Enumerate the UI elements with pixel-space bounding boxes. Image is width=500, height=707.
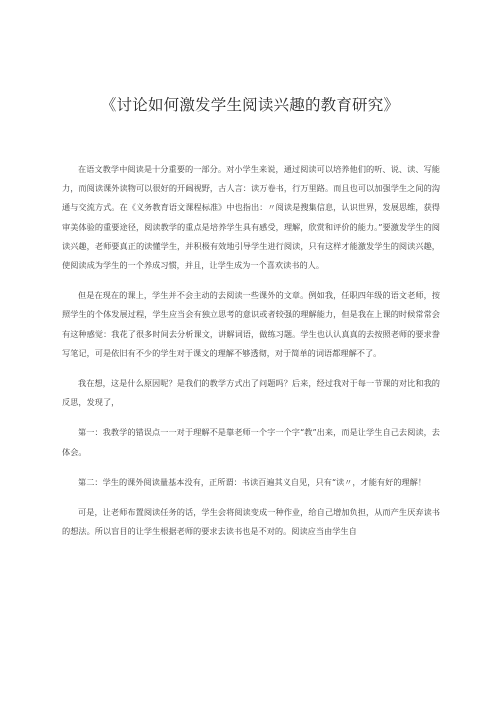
paragraph-reflection: 我在想，这是什么原因呢？是我们的教学方式出了问题吗？后来，经过我对于每一节课的对比和我的反思，发现了， [62,378,440,408]
document-title: 《讨论如何激发学生阅读兴趣的教育研究》 [100,96,400,114]
document-body [62,160,440,552]
paragraph-classroom-problem: 但是在现在的课上，学生并不会主动的去阅读一些课外的文章。例如我，任职四年级的语文老师，按照学生的个体发展过程，学生应当会有独立思考的意识或者较强的理解能力，但是我在上课的时候常常会有这种感觉：我花了很多时间去分析课文，讲解词语，做练习题。学生也认认真真的去按照老师的要求誊写笔记，可是依旧有不少的学生对于课文的理解不够透彻，对于简单的词语都理解不了。 [62,290,440,358]
paragraph-intro: 在语文教学中阅读是十分重要的一部分。对小学生来说，通过阅读可以培养他们的听、说、读、写能力，而阅读课外读物可以很好的开阔视野，古人言：读万卷书，行万里路。而且也可以加强学生之间的沟通与交流方式。在《义务教育语文课程标准》中也指出：〃阅读是搜集信息，认识世界，发展思维，获得审美体验的重要途径，阅读教学的重点是培养学生具有感受，理解，欣赏和评价的能力。”要激发学生的阅读兴趣，老师要真正的读懂学生，并积极有效地引导学生进行阅读，只有这样才能激发学生的阅读兴趣，使阅读成为学生的一个养成习惯，并且，让学生成为一个喜欢读书的人。 [62,164,440,271]
paragraph-reading-task: 可是，让老师布置阅读任务的话，学生会将阅读变成一种作业，给自己增加负担，从而产生厌弃读书的想法。所以盲目的让学生根据老师的要求去读书也是不对的。阅读应当由学生自 [62,507,440,537]
paragraph-point-one: 第一：我教学的错误点一一对于理解不是靠老师一个字一个字“教”出来，而是让学生自己去阅读，去体会。 [62,427,440,457]
paragraph-point-two: 第二：学生的课外阅读量基本没有，正所谓：书读百遍其义自见，只有“读〃，才能有好的理解！ [78,476,427,487]
